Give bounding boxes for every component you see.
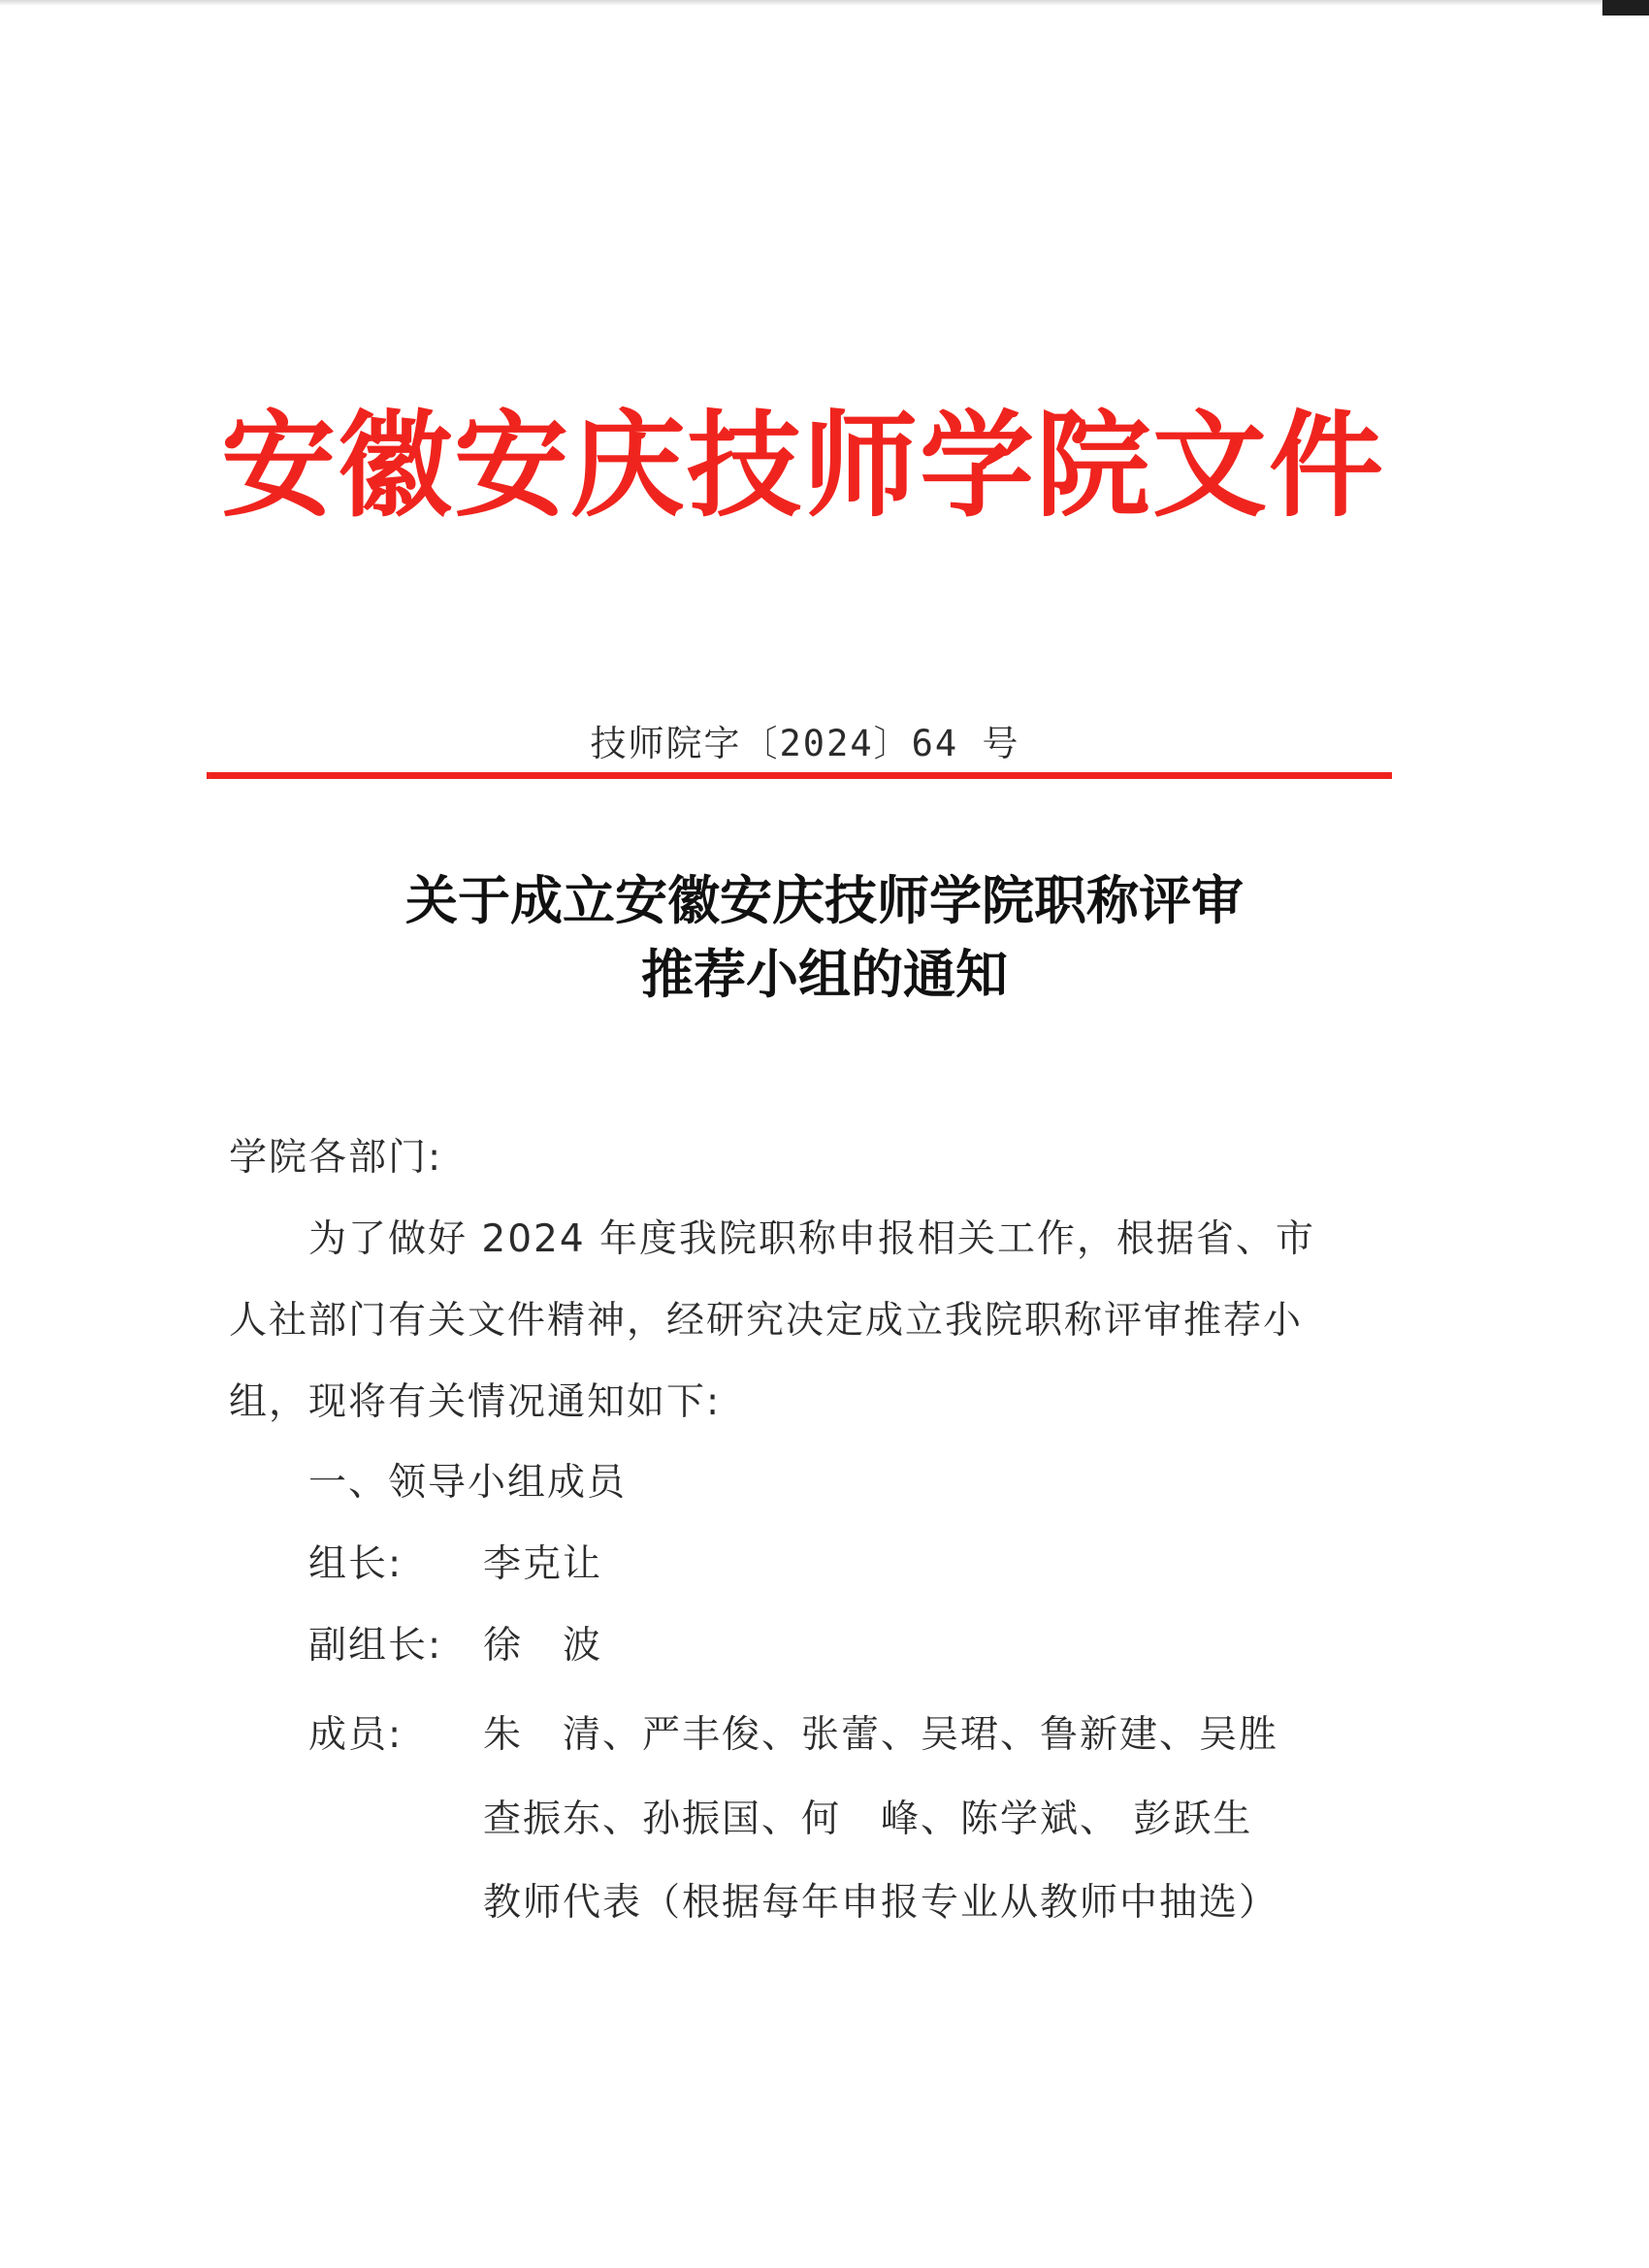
- paragraph-line-1: 为了做好 2024 年度我院职称申报相关工作，根据省、市: [308, 1217, 1316, 1261]
- deputy-leader-label: 副组长:: [308, 1624, 443, 1668]
- document-number: 技师院字〔2024〕64 号: [590, 723, 1020, 764]
- red-divider-line: [207, 772, 1392, 779]
- letterhead-title: 安徽安庆技师学院文件: [221, 398, 1386, 533]
- document-title-line-1: 关于成立安徽安庆技师学院职称评审: [405, 869, 1244, 931]
- section-heading-leadership-group: 一、领导小组成员: [308, 1461, 628, 1505]
- scan-edge-corner: [1602, 0, 1649, 16]
- members-label: 成员:: [308, 1713, 404, 1757]
- paragraph-line-2: 人社部门有关文件精神，经研究决定成立我院职称评审推荐小: [229, 1299, 1304, 1343]
- leader-label: 组长:: [308, 1542, 404, 1586]
- paragraph-line-3: 组，现将有关情况通知如下:: [229, 1380, 722, 1424]
- deputy-leader-name: 徐 波: [483, 1624, 603, 1668]
- salutation: 学院各部门:: [229, 1136, 443, 1180]
- members-line-2: 查振东、孙振国、何 峰、陈学斌、 彭跃生: [483, 1798, 1253, 1841]
- document-title-line-2: 推荐小组的通知: [641, 943, 1008, 1005]
- leader-name: 李克让: [483, 1542, 603, 1586]
- document-title: [194, 863, 1455, 1011]
- scan-edge-top: [0, 0, 1649, 6]
- members-line-3: 教师代表（根据每年申报专业从教师中抽选）: [483, 1881, 1279, 1925]
- members-line-1: 朱 清、严丰俊、张蕾、吴珺、鲁新建、吴胜: [483, 1713, 1279, 1757]
